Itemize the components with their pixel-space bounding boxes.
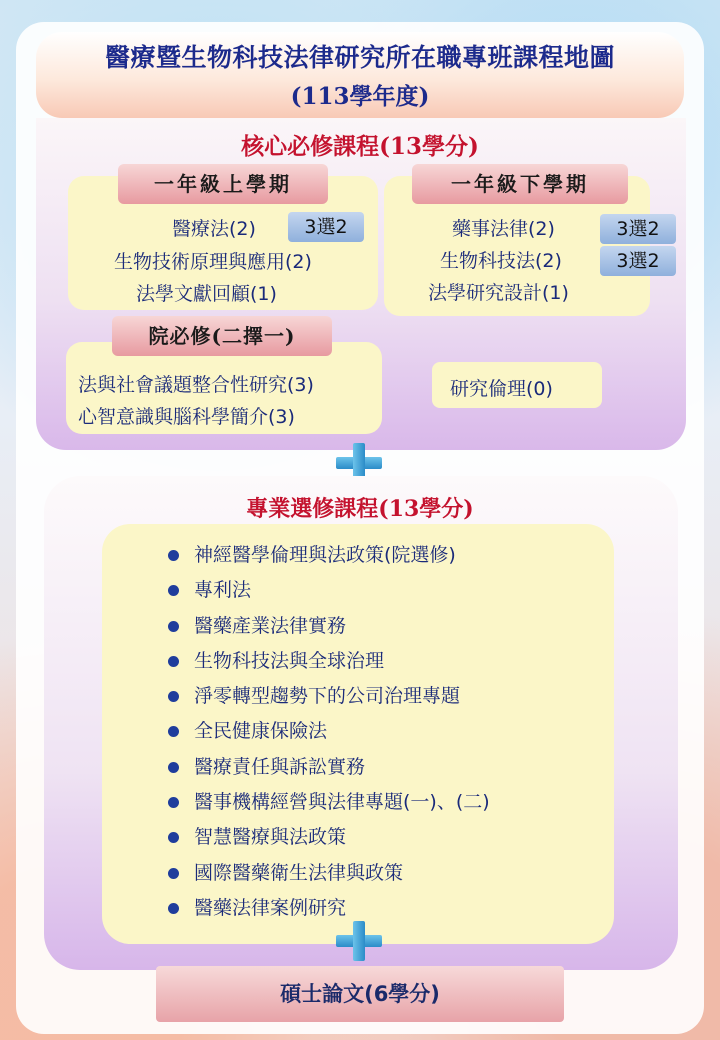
page-title: 醫療暨生物科技法律研究所在職專班課程地圖 — [104, 43, 615, 72]
choose-two-badge: 3選2 — [600, 214, 676, 244]
college-required-label: 院必修(二擇一) — [112, 316, 332, 356]
electives-list — [102, 524, 614, 944]
title-banner — [36, 32, 684, 118]
bullet-dot-icon — [168, 868, 179, 879]
list-item — [102, 609, 614, 644]
bullet-dot-icon — [168, 726, 179, 737]
list-item — [102, 573, 614, 608]
electives-heading: 專業選修課程(13學分) — [246, 496, 474, 522]
bullet-dot-icon — [168, 832, 179, 843]
elective-course: 醫藥法律案例研究 — [194, 896, 347, 919]
course-law-society: 法與社會議題整合性研究(3) — [78, 374, 314, 396]
course-biotech-principles: 生物技術原理與應用(2) — [114, 251, 312, 273]
bullet-dot-icon — [168, 903, 179, 914]
list-item — [102, 644, 614, 679]
course-legal-literature: 法學文獻回顧(1) — [136, 283, 277, 305]
academic-year: (113學年度) — [290, 83, 430, 110]
choose-two-badge: 3選2 — [600, 246, 676, 276]
course-research-ethics: 研究倫理(0) — [450, 378, 553, 400]
semester2-label: 一年級下學期 — [412, 164, 628, 204]
bullet-dot-icon — [168, 656, 179, 667]
thesis-box: 碩士論文(6學分) — [156, 966, 564, 1022]
elective-course: 神經醫學倫理與法政策(院選修) — [194, 544, 456, 566]
list-item — [102, 785, 614, 820]
bullet-dot-icon — [168, 691, 179, 702]
elective-course: 醫療責任與訴訟實務 — [194, 755, 366, 778]
elective-course: 專利法 — [194, 579, 252, 602]
bullet-dot-icon — [168, 762, 179, 773]
elective-course: 全民健康保險法 — [194, 720, 328, 743]
course-biotech-law: 生物科技法(2) — [440, 250, 562, 272]
list-item — [102, 538, 614, 573]
elective-course: 生物科技法與全球治理 — [194, 649, 385, 672]
bullet-dot-icon — [168, 621, 179, 632]
course-pharma-law: 藥事法律(2) — [452, 218, 555, 240]
list-item — [102, 714, 614, 749]
choose-two-badge: 3選2 — [288, 212, 364, 242]
list-item — [102, 820, 614, 855]
list-item — [102, 679, 614, 714]
elective-course: 淨零轉型趨勢下的公司治理專題 — [194, 685, 461, 708]
list-item — [102, 856, 614, 891]
list-item — [102, 750, 614, 785]
course-mind-brain: 心智意識與腦科學簡介(3) — [78, 406, 295, 428]
bullet-dot-icon — [168, 585, 179, 596]
elective-course: 醫藥產業法律實務 — [194, 614, 347, 637]
elective-course: 國際醫藥衛生法律與政策 — [194, 861, 404, 884]
bullet-dot-icon — [168, 550, 179, 561]
elective-course: 智慧醫療與法政策 — [194, 826, 347, 849]
course-medical-law: 醫療法(2) — [172, 218, 256, 240]
semester1-label: 一年級上學期 — [118, 164, 328, 204]
course-legal-research-design: 法學研究設計(1) — [428, 282, 569, 304]
bullet-dot-icon — [168, 797, 179, 808]
elective-course: 醫事機構經營與法律專題(一)、(二) — [194, 791, 490, 814]
core-courses-heading: 核心必修課程(13學分) — [241, 133, 479, 160]
plus-icon — [336, 921, 382, 961]
